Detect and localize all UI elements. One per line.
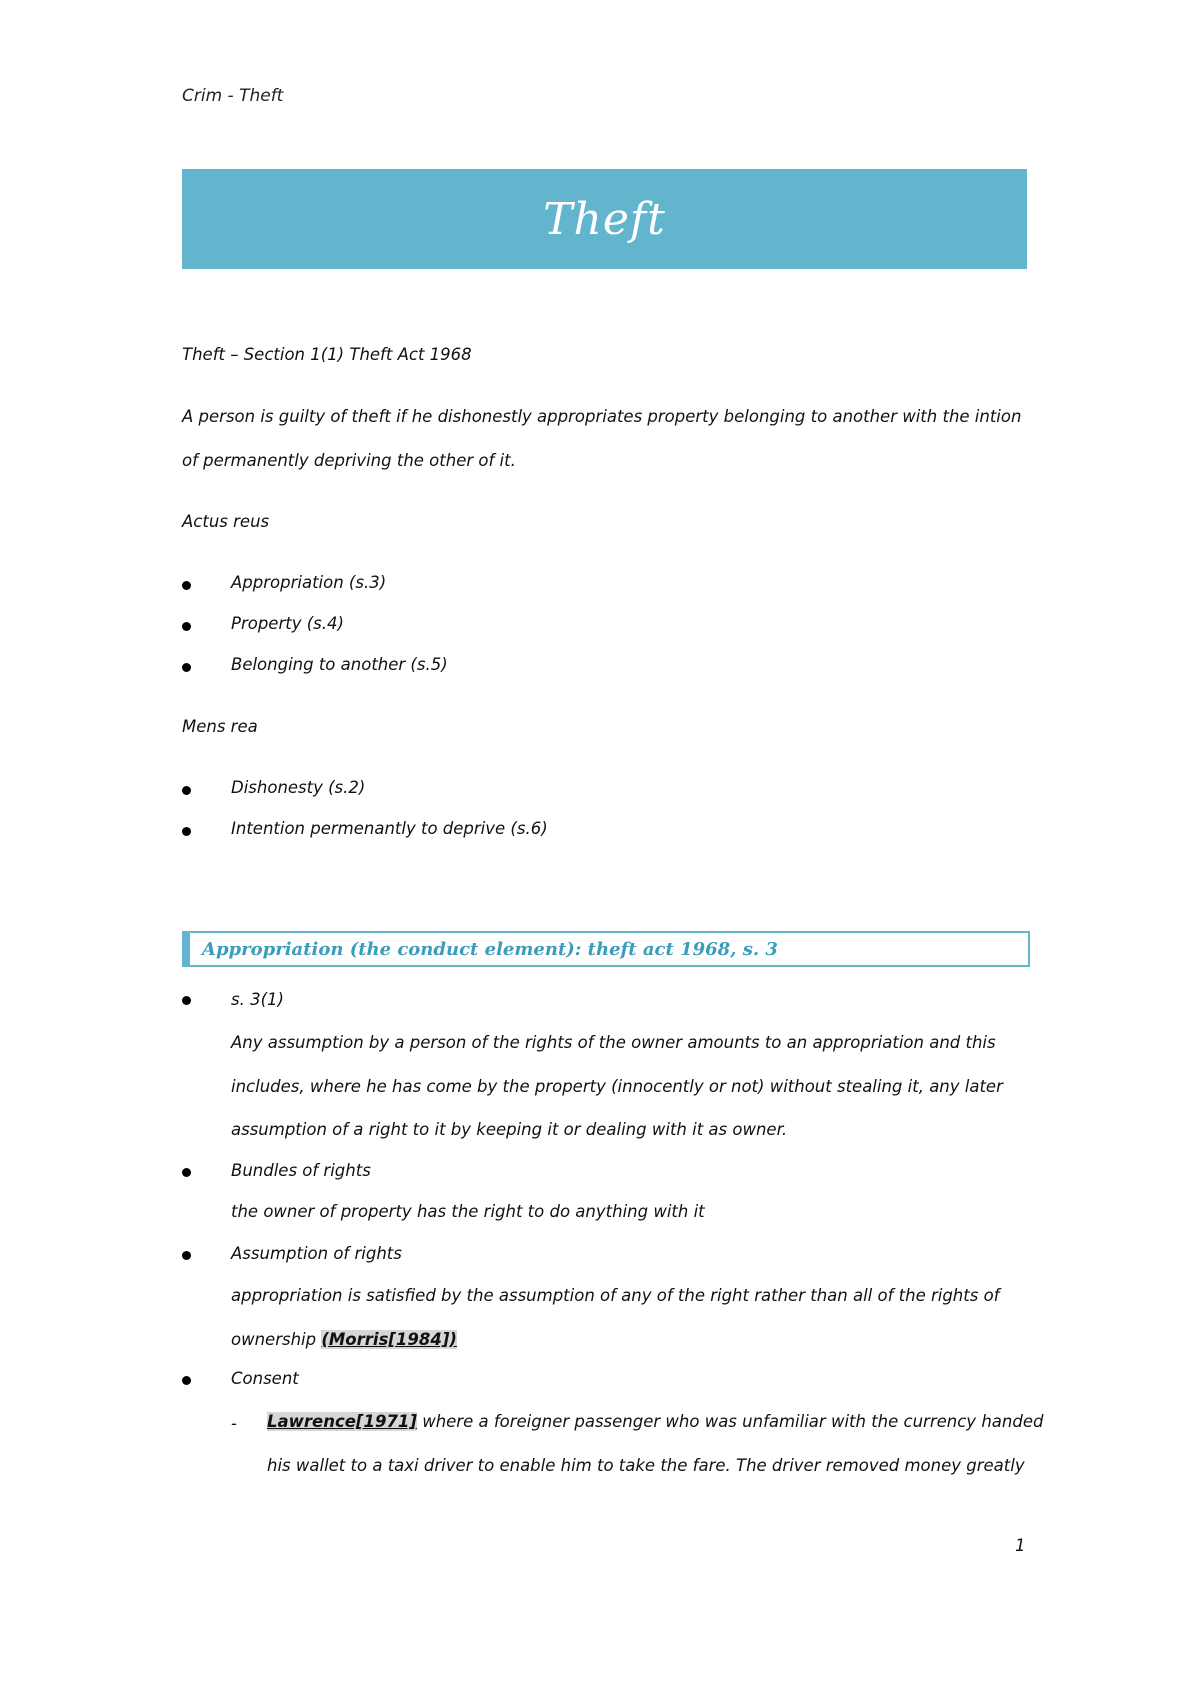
intro-heading: Theft – Section 1(1) Theft Act 1968 [182, 345, 472, 364]
section-heading-box [182, 931, 1030, 967]
s31-line-3: assumption of a right to it by keeping it or dealing with it as owner. [231, 1120, 788, 1139]
bullet-icon [182, 581, 191, 590]
consent-line-1-text: where a foreigner passenger who was unfamiliar with the currency handed [416, 1412, 1044, 1431]
dash-marker: - [231, 1414, 237, 1433]
actus-reus-item: Property (s.4) [231, 614, 344, 633]
title-banner [182, 169, 1027, 269]
section-heading: Appropriation (the conduct element): theft act 1968, s. 3 [202, 939, 778, 960]
page-header: Crim - Theft [182, 86, 284, 106]
actus-reus-item: Appropriation (s.3) [231, 573, 387, 592]
s31-title: s. 3(1) [231, 990, 284, 1009]
actus-reus-label: Actus reus [182, 512, 270, 531]
assumption-title: Assumption of rights [231, 1244, 402, 1263]
bullet-icon [182, 1251, 191, 1260]
assumption-line-1: appropriation is satisfied by the assumption of any of the right rather than all of the rights of [231, 1286, 1000, 1305]
bullet-icon [182, 827, 191, 836]
bullet-icon [182, 622, 191, 631]
definition-line-2: of permanently depriving the other of it. [182, 451, 516, 470]
mens-rea-label: Mens rea [182, 717, 258, 736]
s31-line-2: includes, where he has come by the property (innocently or not) without stealing it, any later [231, 1077, 1003, 1096]
bullet-icon [182, 786, 191, 795]
bundles-line: the owner of property has the right to do anything with it [231, 1202, 705, 1221]
bullet-icon [182, 1376, 191, 1385]
bullet-icon [182, 996, 191, 1005]
consent-title: Consent [231, 1369, 299, 1388]
bullet-icon [182, 1168, 191, 1177]
actus-reus-item: Belonging to another (s.5) [231, 655, 448, 674]
case-reference-lawrence: Lawrence[1971] [267, 1412, 417, 1431]
consent-line-1 [267, 1412, 1043, 1431]
mens-rea-item: Intention permenantly to deprive (s.6) [231, 819, 548, 838]
bullet-icon [182, 663, 191, 672]
mens-rea-item: Dishonesty (s.2) [231, 778, 366, 797]
assumption-line-2-text: ownership [231, 1330, 322, 1349]
s31-line-1: Any assumption by a person of the rights of the owner amounts to an appropriation and this [231, 1033, 996, 1052]
definition-line-1: A person is guilty of theft if he dishonestly appropriates property belonging to another with the intion [182, 407, 1022, 426]
consent-line-2: his wallet to a taxi driver to enable him to take the fare. The driver removed money greatly [267, 1456, 1025, 1475]
document-title: Theft [543, 193, 666, 245]
assumption-line-2 [231, 1330, 457, 1349]
page-number: 1 [1015, 1536, 1026, 1555]
bundles-title: Bundles of rights [231, 1161, 371, 1180]
case-reference-morris: (Morris[1984]) [321, 1330, 457, 1349]
